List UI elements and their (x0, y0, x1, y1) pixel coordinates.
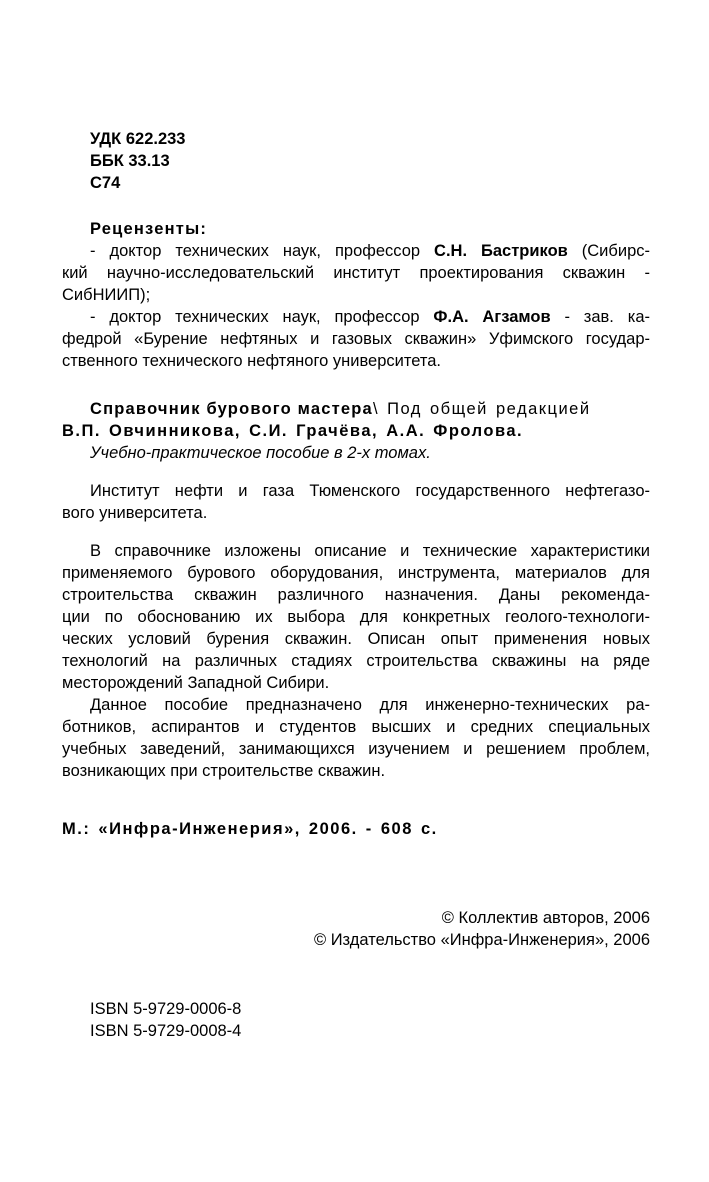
reviewer-2-prefix: - доктор технических наук, профессор (90, 308, 434, 326)
abstract-line: ции по обоснованию их выбора для конкретных геолого-технологи- (62, 608, 650, 626)
institute-block (62, 480, 650, 524)
book-title: Справочник бурового мастера (90, 400, 373, 418)
imprint-block (62, 818, 650, 840)
institute-line-1: Институт нефти и газа Тюменского государственного нефтегазо- (90, 482, 650, 500)
abstract-line: В справочнике изложены описание и технические характеристики (90, 542, 650, 560)
reviewer-1-line-1 (62, 240, 650, 262)
abstract-line: Данное пособие предназначено для инженерно-технических ра- (90, 696, 650, 714)
reviewers-heading: Рецензенты: (90, 220, 208, 238)
institute-line-2: вого университета. (62, 504, 208, 522)
imprint: М.: «Инфра-Инженерия», 2006. - 608 с. (62, 820, 438, 838)
author-mark: С74 (90, 174, 121, 192)
reviewers-block (62, 218, 650, 372)
abstract-line: возникающих при строительстве скважин. (62, 762, 386, 780)
reviewer-1-line-2: кий научно-исследовательский институт проектирования скважин - (62, 264, 650, 282)
reviewer-2-line-2: федрой «Бурение нефтяных и газовых скважин» Уфимского государ- (62, 330, 650, 348)
copyright-block (62, 907, 650, 951)
abstract-line: учебных заведений, занимающихся изучением и решением проблем, (62, 740, 650, 758)
reviewer-1-name: С.Н. Бастриков (434, 242, 568, 260)
abstract-line: ботников, аспирантов и студентов высших и средних специальных (62, 718, 650, 736)
reviewer-2-line-3: ственного технического нефтяного университета. (62, 352, 441, 370)
classification-block (62, 128, 650, 194)
reviewer-2-suffix: - зав. ка- (550, 308, 650, 326)
abstract-line: технологий на различных стадиях строительства скважины на ряде (62, 652, 650, 670)
citation-block (62, 398, 650, 464)
edited-by: \ Под общей редакцией (372, 400, 591, 418)
reviewer-2-line-1 (62, 306, 650, 328)
reviewer-1-suffix: (Сибирс- (567, 242, 650, 260)
citation-line-1 (62, 398, 650, 420)
book-subtitle: Учебно-практическое пособие в 2-х томах. (90, 444, 431, 462)
reviewer-1-prefix: - доктор технических наук, профессор (90, 242, 435, 260)
reviewer-1-line-3: СибНИИП); (62, 286, 151, 304)
bbk-code: ББК 33.13 (90, 152, 170, 170)
abstract-line: ческих условий бурения скважин. Описан опыт применения новых (62, 630, 650, 648)
abstract-line: месторождений Западной Сибири. (62, 674, 330, 692)
abstract-line: строительства скважин различного назначения. Даны рекоменда- (62, 586, 650, 604)
udk-code: УДК 622.233 (90, 130, 186, 148)
abstract-block (62, 540, 650, 782)
editors: В.П. Овчинникова, С.И. Грачёва, А.А. Фролова. (62, 422, 524, 440)
reviewer-2-name: Ф.А. Агзамов (433, 308, 551, 326)
isbn-1: ISBN 5-9729-0006-8 (90, 1000, 242, 1018)
abstract-line: применяемого бурового оборудования, инструмента, материалов для (62, 564, 650, 582)
copyright-publisher: © Издательство «Инфра-Инженерия», 2006 (313, 931, 650, 949)
copyright-authors: © Коллектив авторов, 2006 (441, 909, 650, 927)
isbn-2: ISBN 5-9729-0008-4 (90, 1022, 242, 1040)
isbn-block (62, 998, 650, 1042)
